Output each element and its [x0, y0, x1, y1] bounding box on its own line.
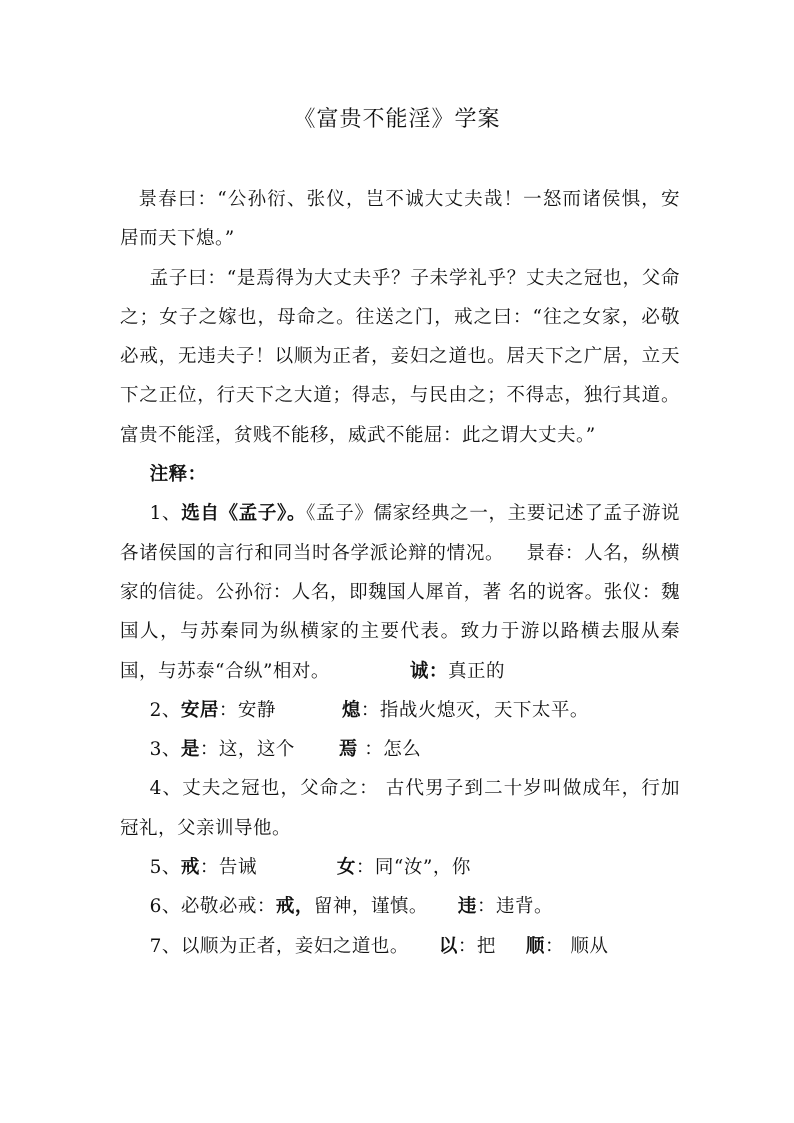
note-7-term-1: 以 [438, 935, 458, 957]
note-3-def-1: ：这，这个 [199, 739, 295, 761]
note-6-number: 6、 [149, 896, 181, 918]
note-2-term-2: 熄 [341, 699, 361, 721]
notes-heading [120, 455, 680, 494]
note-1-text-b: 景春：人名，纵横家的信徒。公孙衍：人名，即魏国人犀首，著 名的说客。张仪：魏国人，与苏秦同为纵横家的主要代表。致力于游以路横去服从秦国，与苏泰“合纵”相对。 [120, 542, 680, 682]
note-4 [120, 769, 680, 848]
note-5-def-2: ：同“汝”，你 [355, 857, 471, 879]
note-3-number: 3、 [149, 739, 181, 761]
note-1-term: 诚： [409, 660, 448, 682]
note-1 [120, 494, 680, 690]
note-6-def-2: ：违背。 [476, 896, 553, 918]
note-7-term-2: 顺 [525, 935, 545, 957]
note-6-term-1: 戒， [275, 896, 314, 918]
note-2 [120, 691, 680, 730]
note-3-term-1: 是 [180, 739, 200, 761]
note-7-def-2: ： 顺从 [544, 935, 609, 957]
page-title: 《富贵不能淫》学案 [293, 107, 501, 132]
note-3-def-2: ：怎么 [357, 739, 422, 761]
note-7 [120, 927, 680, 966]
note-2-number: 2、 [149, 699, 181, 721]
note-6-term-2: 违 [457, 896, 477, 918]
note-1-number: 1、 [149, 503, 182, 525]
notes-heading-text: 注释： [149, 464, 207, 486]
note-7-def-1: ：把 [457, 935, 496, 957]
note-3 [120, 730, 680, 769]
note-2-term-1: 安居 [180, 699, 219, 721]
note-1-definition: 真正的 [447, 660, 505, 682]
note-1-text-a: 《孟子》儒家经典之一，主要记述了孟子游说各诸侯国的言行和同当时各学派论辩的情况。 [120, 503, 680, 564]
document-body [120, 180, 680, 966]
note-5-term-1: 戒 [180, 857, 200, 879]
note-5-number: 5、 [149, 857, 181, 879]
note-2-def-2: ：指战火熄灭，天下太平。 [360, 699, 589, 721]
note-6-def-1: 留神，谨慎。 [313, 896, 428, 918]
note-7-text: 以顺为正者，妾妇之道也。 [180, 935, 409, 957]
note-5 [120, 848, 680, 887]
note-7-number: 7、 [149, 935, 181, 957]
note-5-term-2: 女 [336, 857, 356, 879]
note-6-text: 必敬必戒： [180, 896, 276, 918]
note-1-source: 选自《孟子》。 [181, 503, 307, 525]
paragraph-mengzi: 孟子曰：“是焉得为大丈夫乎？子未学礼乎？丈夫之冠也，父命之；女子之嫁也，母命之。往送之门，戒之曰：“往之女家，必敬必戒，无违夫子！以顺为正者，妾妇之道也。居天下之广居，立天下之正位，行天下之大道；得志，与民由之；不得志，独行其道。富贵不能淫，贫贱不能移，威武不能屈：此之谓大丈夫。” [120, 267, 680, 446]
note-2-def-1: ：安静 [218, 699, 276, 721]
paragraph-jingchun: 景春曰：“公孙衍、张仪，岂不诚大丈夫哉！一怒而诸侯惧，安居而天下熄。” [120, 189, 680, 250]
note-4-text: 丈夫之冠也，父命之： 古代男子到二十岁叫做成年，行加冠礼，父亲训导他。 [120, 778, 680, 839]
note-3-term-2: 焉 [338, 739, 358, 761]
note-4-number: 4、 [149, 778, 183, 800]
note-6 [120, 887, 680, 926]
note-5-def-1: ：告诫 [199, 857, 257, 879]
